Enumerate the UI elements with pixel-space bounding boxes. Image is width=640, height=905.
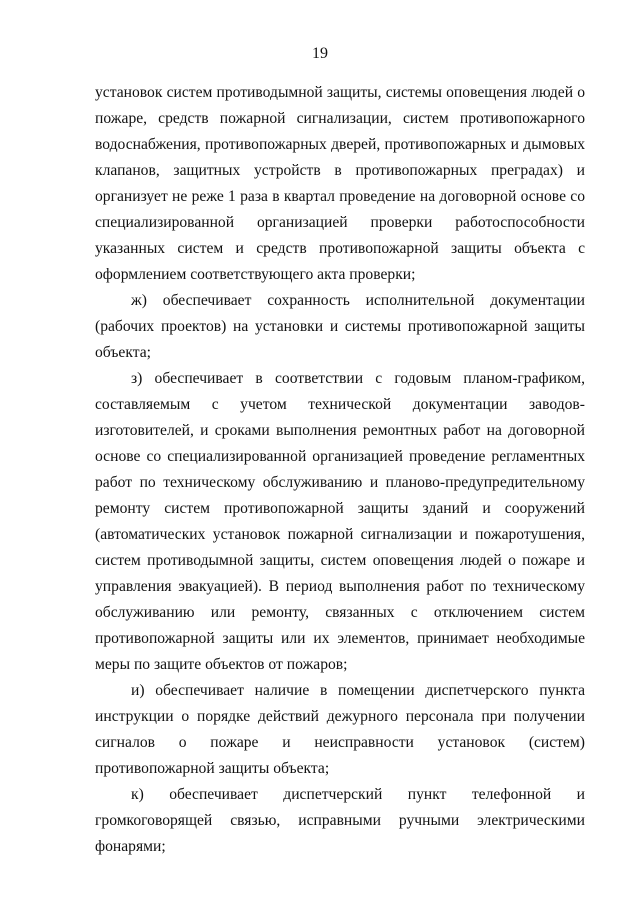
page-number: 19	[312, 45, 328, 62]
paragraph-continuation: установок систем противодымной защиты, системы оповещения людей о пожаре, средств пожарной сигнализации, систем противопожарного водоснабжения, противопожарных дверей, противопожарных и дымовых клапанов, защитных устройств в противопожарных преградах) и организует не реже 1 раза в квартал проведение на договорной основе со специализированной организацией проверки работоспособности указанных систем и средств противопожарной защиты объекта с оформлением соответствующего акта проверки;	[95, 84, 585, 283]
paragraph-item-i: и) обеспечивает наличие в помещении диспетчерского пункта инструкции о порядке действий дежурного персонала при получении сигналов о пожаре и неисправности установок (систем) противопожарной защиты объекта;	[95, 682, 585, 777]
document-body	[95, 80, 585, 860]
paragraph-item-z: з) обеспечивает в соответствии с годовым планом-графиком, составляемым с учетом технической документации заводов-изготовителей, и сроками выполнения ремонтных работ на договорной основе со специализированной организацией проведение регламентных работ по техническому обслуживанию и планово-предупредительному ремонту систем противопожарной защиты зданий и сооружений (автоматических установок пожарной сигнализации и пожаротушения, систем противодымной защиты, систем оповещения людей о пожаре и управления эвакуацией). В период выполнения работ по техническому обслуживанию или ремонту, связанных с отключением систем противопожарной защиты или их элементов, принимает необходимые меры по защите объектов от пожаров;	[95, 370, 585, 673]
paragraph-item-k: к) обеспечивает диспетчерский пункт телефонной и громкоговорящей связью, исправными ручными электрическими фонарями;	[95, 786, 585, 855]
paragraph-item-zh: ж) обеспечивает сохранность исполнительной документации (рабочих проектов) на установки и системы противопожарной защиты объекта;	[95, 292, 585, 361]
